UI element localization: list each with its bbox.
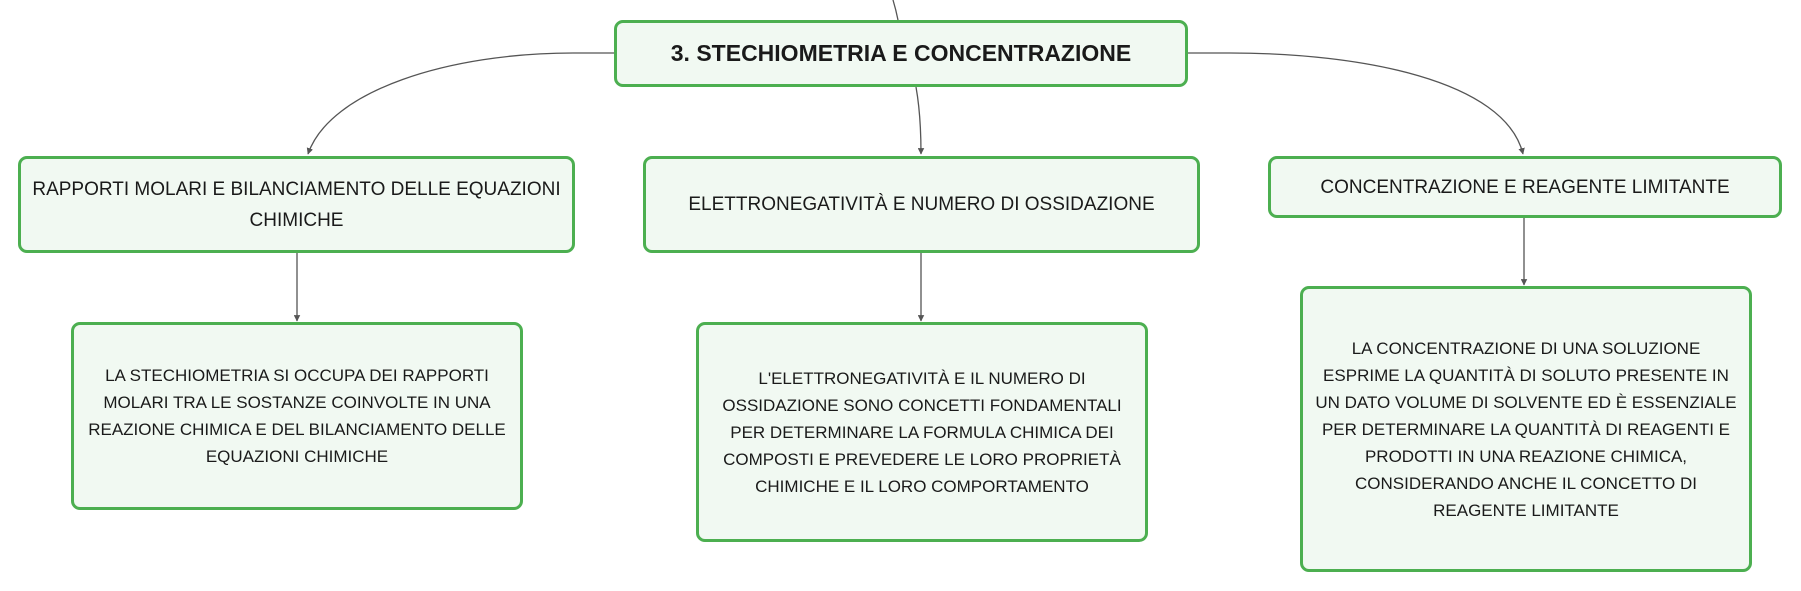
branch-node-label: CONCENTRAZIONE E REAGENTE LIMITANTE [1320,176,1730,198]
root-node-label: 3. STECHIOMETRIA E CONCENTRAZIONE [670,40,1132,66]
branch-node-concentration[interactable] [1268,156,1782,218]
connector-root-branch-2 [916,87,921,154]
detail-node-text: L'ELETTRONEGATIVITÀ E IL NUMERO DI OSSIDAZIONE SONO CONCETTI FONDAMENTALI PER DETERMINARE LA FORMULA CHIMICA DEI COMPOSTI E PREVEDERE LE LORO PROPRIETÀ CHIMICHE E IL LORO COMPORTAMENTO [722,368,1122,496]
branch-node-molar-ratios[interactable] [18,156,575,253]
detail-node-concentration[interactable] [1300,286,1752,572]
detail-node-electronegativity[interactable] [696,322,1148,542]
branch-node-label: RAPPORTI MOLARI E BILANCIAMENTO DELLE EQUAZIONI CHIMICHE [32,178,561,231]
detail-node-molar-ratios[interactable] [71,322,523,510]
connector-incoming [893,0,898,20]
root-node[interactable] [614,20,1188,87]
branch-node-electronegativity[interactable] [643,156,1200,253]
connector-root-branch-3 [1188,53,1523,154]
detail-node-text: LA CONCENTRAZIONE DI UNA SOLUZIONE ESPRIME LA QUANTITÀ DI SOLUTO PRESENTE IN UN DATO VOLUME DI SOLVENTE ED È ESSENZIALE PER DETERMINARE LA QUANTITÀ DI REAGENTI E PRODOTTI IN UNA REAZIONE CHIMICA, CONSIDERANDO ANCHE IL CONCETTO DI REAGENTE LIMITANTE [1315,338,1737,520]
detail-node-text: LA STECHIOMETRIA SI OCCUPA DEI RAPPORTI MOLARI TRA LE SOSTANZE COINVOLTE IN UNA REAZIONE CHIMICA E DEL BILANCIAMENTO DELLE EQUAZIONI CHIMICHE [88,366,506,466]
branch-node-label: ELETTRONEGATIVITÀ E NUMERO DI OSSIDAZIONE [688,194,1155,215]
connector-root-branch-1 [308,53,614,154]
